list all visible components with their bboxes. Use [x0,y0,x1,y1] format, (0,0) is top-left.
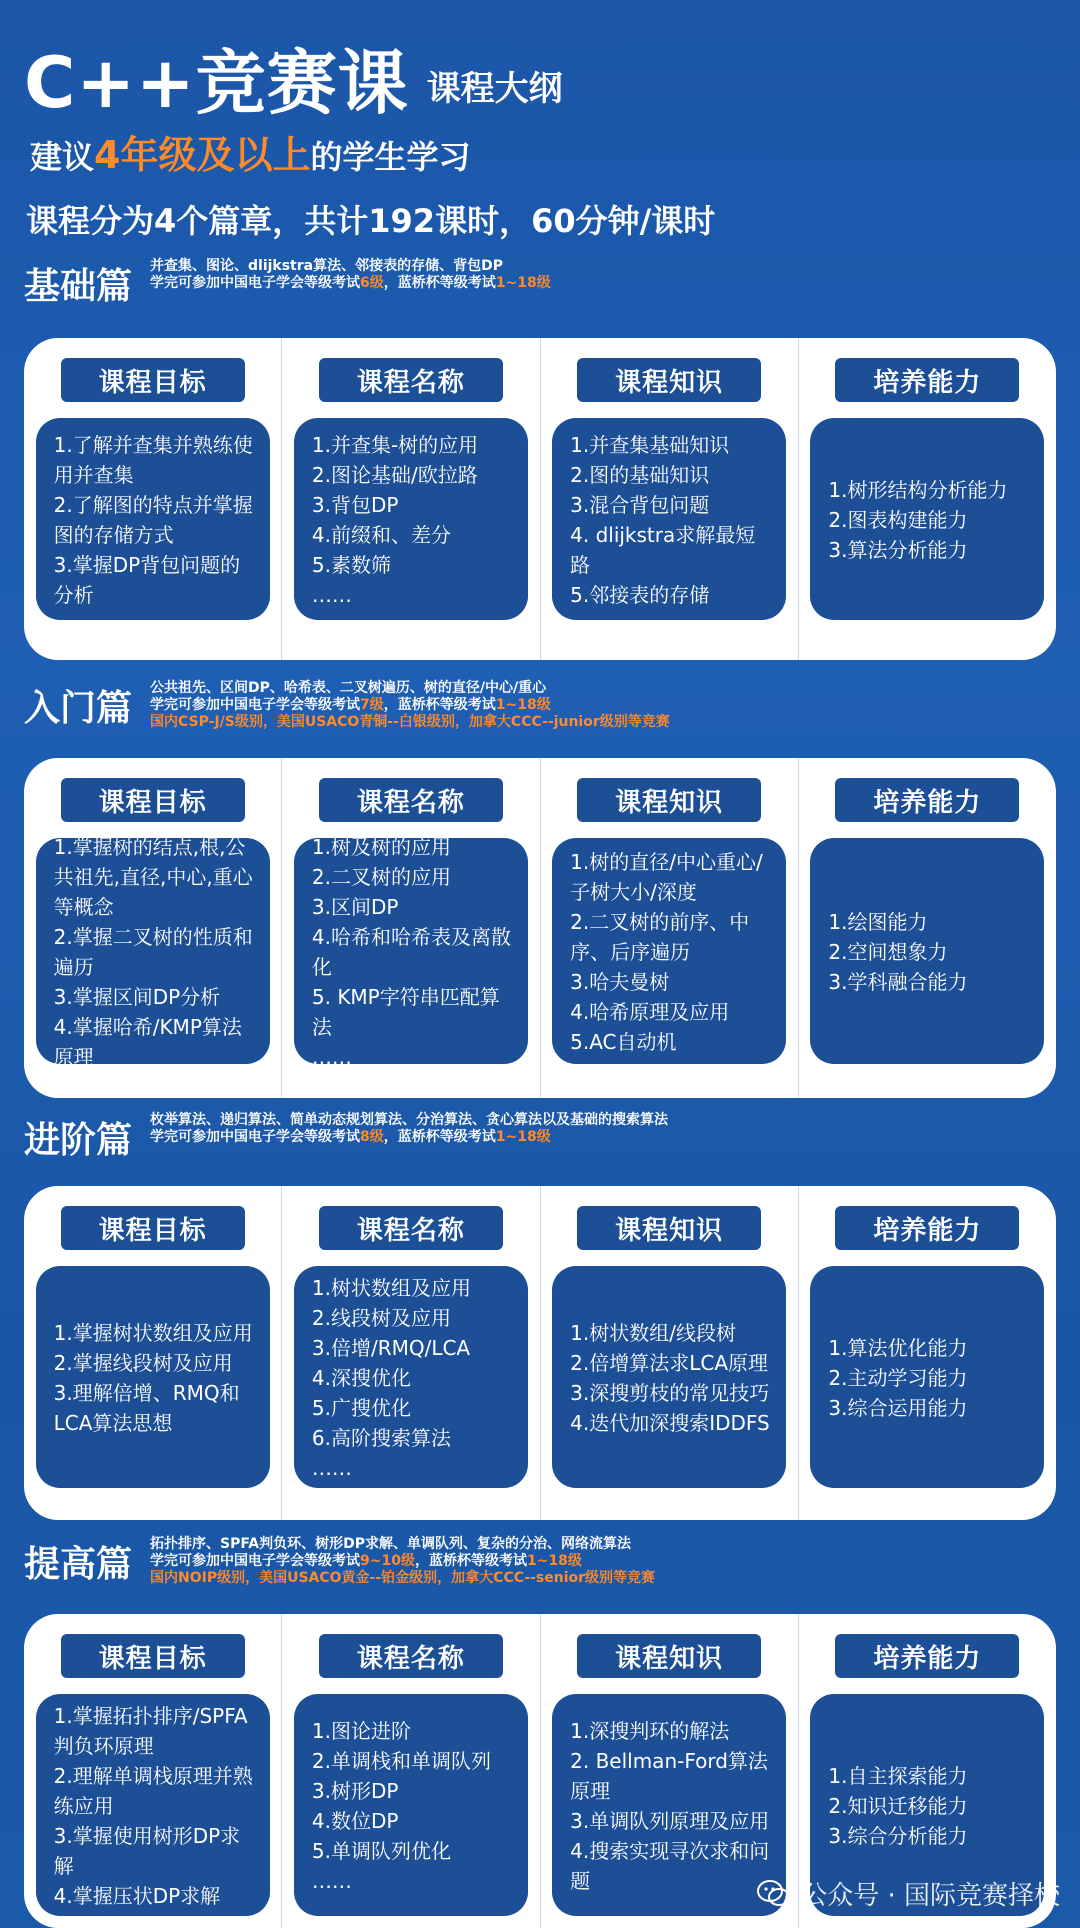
column-header: 课程名称 [319,778,503,822]
knowledge-card [552,1266,786,1488]
section-description [150,1112,668,1146]
column-header: 课程知识 [577,1206,761,1250]
knowledge-card [552,838,786,1064]
list-item: 2.理解单调栈原理并熟练应用 [53,1764,253,1818]
column-knowledge [540,758,798,1098]
list-item: 5.单调队列优化 [311,1839,451,1863]
section-exam-line [150,275,551,292]
list-item: 4.掌握哈希/KMP算法原理 [53,1015,242,1069]
column-names [281,758,539,1098]
section-topics: 公共祖先、区间DP、哈希表、二叉树遍历、树的直径/中心/重心 [150,680,547,696]
lanqiao-range: 1~18级 [495,1129,551,1145]
lanqiao-text: ，蓝桥杯等级考试 [383,275,496,291]
section-topics: 并查集、图论、dlijkstra算法、邻接表的存储、背包DP [150,258,503,274]
list-item: 3.理解倍增、RMQ和LCA算法思想 [53,1381,240,1435]
knowledge-card [552,418,786,620]
section-table [24,1186,1056,1520]
column-goals [24,338,281,660]
exam-text: 学完可参加中国电子学会等级考试 [150,275,360,291]
names-card [294,418,528,620]
lanqiao-text: ，蓝桥杯等级考试 [383,1129,496,1145]
exam-level: 7级 [360,697,384,713]
title-row [24,18,563,124]
section-competition-line: 国内CSP-J/S级别，美国USACO青铜--白银级别，加拿大CCC--junior级别等竞赛 [150,714,670,730]
exam-text: 学完可参加中国电子学会等级考试 [150,1129,360,1145]
list-item: 1.算法优化能力 [828,1336,968,1360]
column-goals [24,1614,281,1928]
list-item: 1.树的直径/中心重心/子树大小/深度 [570,850,763,904]
section-description [150,1536,655,1587]
column-header: 培养能力 [835,1634,1019,1678]
section-title: 进阶篇 [24,1120,133,1161]
list-item: 2.图论基础/欧拉路 [311,463,478,487]
goals-card [36,835,270,1069]
list-item: 2. Bellman-Ford算法原理 [570,1749,768,1803]
section-header [24,1536,655,1587]
column-names [281,1614,539,1928]
list-item: 4.数位DP [311,1809,399,1833]
list-item: 1.树及树的应用 [311,835,451,859]
list-item: 2.主动学习能力 [828,1366,968,1390]
list-item: 5.邻接表的存储 [570,583,710,607]
column-header: 培养能力 [835,358,1019,402]
list-item: 6.高阶搜索算法 [311,1426,451,1450]
list-item: 1.图论进阶 [311,1719,411,1743]
list-item: 3.综合运用能力 [828,1396,968,1420]
goals-card [36,1694,270,1916]
names-card [294,1266,528,1488]
list-item: …… [311,1456,352,1480]
section-table [24,338,1056,660]
list-item: 3.树形DP [311,1779,399,1803]
list-item: 3.掌握DP背包问题的分析 [53,553,241,607]
recommend-post: 的学生学习 [310,138,471,176]
knowledge-card [552,1694,786,1916]
section-topics: 拓扑排序、SPFA判负环、树形DP求解、单调队列、复杂的分治、网络流算法 [150,1536,632,1552]
section-table [24,758,1056,1098]
section-title: 基础篇 [24,266,133,307]
section-exam-line [150,1129,668,1146]
list-item: 3.掌握区间DP分析 [53,985,221,1009]
column-header: 课程知识 [577,778,761,822]
column-abilities [798,758,1056,1098]
list-item: 5. KMP字符串匹配算法 [311,985,500,1039]
list-item: 3.深搜剪枝的常见技巧 [570,1381,770,1405]
exam-level: 8级 [360,1129,384,1145]
abilities-card [810,418,1044,620]
list-item: 4.哈希原理及应用 [570,1000,730,1024]
lanqiao-range: 1~18级 [526,1553,582,1569]
list-item: 1.并查集-树的应用 [311,433,479,457]
list-item: 3.倍增/RMQ/LCA [311,1336,471,1360]
section-header [24,1112,668,1163]
list-item: …… [311,1045,352,1069]
column-header: 课程名称 [319,358,503,402]
list-item: 5.AC自动机 [570,1030,677,1054]
list-item: 2.了解图的特点并掌握图的存储方式 [53,493,253,547]
section-description [150,258,551,292]
column-header: 课程知识 [577,1634,761,1678]
list-item: 1.掌握树状数组及应用 [53,1321,253,1345]
column-header: 课程目标 [61,778,245,822]
column-names [281,338,539,660]
section-description [150,680,670,731]
list-item: 3.混合背包问题 [570,493,710,517]
lanqiao-range: 1~18级 [495,697,551,713]
goals-card [36,1266,270,1488]
column-header: 课程目标 [61,1634,245,1678]
list-item: 1.掌握拓扑排序/SPFA判负环原理 [53,1704,248,1758]
column-knowledge [540,1186,798,1520]
list-item: 2.掌握二叉树的性质和遍历 [53,925,253,979]
list-item: 3.背包DP [311,493,399,517]
list-item: 2.图表构建能力 [828,508,968,532]
section-title: 提高篇 [24,1544,133,1585]
column-knowledge [540,338,798,660]
section-header [24,258,551,309]
page-title: C++竞赛课 [24,42,409,124]
list-item: 1.掌握树的结点,根,公共祖先,直径,中心,重心等概念 [53,835,253,919]
list-item: …… [311,583,352,607]
column-header: 课程目标 [61,1206,245,1250]
list-item: 1.深搜判环的解法 [570,1719,730,1743]
exam-level: 6级 [360,275,384,291]
list-item: 3.哈夫曼树 [570,970,670,994]
names-card [294,1694,528,1916]
list-item: 2.倍增算法求LCA原理 [570,1351,768,1375]
column-header: 课程目标 [61,358,245,402]
column-header: 课程知识 [577,358,761,402]
list-item: 3.综合分析能力 [828,1824,968,1848]
column-header: 培养能力 [835,1206,1019,1250]
list-item: …… [311,1869,352,1893]
column-header: 课程名称 [319,1634,503,1678]
list-item: 5.素数筛 [311,553,391,577]
column-goals [24,1186,281,1520]
exam-text: 学完可参加中国电子学会等级考试 [150,697,360,713]
lanqiao-range: 1~18级 [495,275,551,291]
list-item: 4.迭代加深搜索IDDFS [570,1411,770,1435]
list-item: 2.二叉树的前序、中序、后序遍历 [570,910,750,964]
watermark [757,1875,1060,1912]
exam-level: 9~10级 [360,1553,415,1569]
list-item: 1.自主探索能力 [828,1764,968,1788]
recommend-pre: 建议 [30,138,95,176]
list-item: 3.学科融合能力 [828,970,968,994]
abilities-card [810,1266,1044,1488]
list-item: 1.并查集基础知识 [570,433,730,457]
list-item: 1.了解并查集并熟练使用并查集 [53,433,253,487]
list-item: 3.掌握使用树形DP求解 [53,1824,241,1878]
list-item: 4.前缀和、差分 [311,523,451,547]
column-header: 培养能力 [835,778,1019,822]
list-item: 4.哈希和哈希表及离散化 [311,925,511,979]
section-title: 入门篇 [24,688,133,729]
course-summary: 课程分为4个篇章，共计192课时，60分钟/课时 [26,202,716,240]
section-header [24,680,670,731]
exam-text: 学完可参加中国电子学会等级考试 [150,1553,360,1569]
list-item: 5.广搜优化 [311,1396,411,1420]
list-item: 2.单调栈和单调队列 [311,1749,491,1773]
list-item: 2.空间想象力 [828,940,948,964]
recommend-line [30,124,470,179]
list-item: 4.掌握压状DP求解 [53,1884,221,1908]
goals-card [36,418,270,620]
watermark-text: 公众号 · 国际竞赛择校 [801,1881,1060,1911]
recommend-grade: 4年级及以上 [94,133,311,177]
list-item: 1.树形结构分析能力 [828,478,1008,502]
column-goals [24,758,281,1098]
column-names [281,1186,539,1520]
list-item: 3.算法分析能力 [828,538,968,562]
list-item: 1.绘图能力 [828,910,928,934]
list-item: 1.树状数组及应用 [311,1276,471,1300]
names-card [294,835,528,1069]
column-header: 课程名称 [319,1206,503,1250]
list-item: 2.图的基础知识 [570,463,710,487]
list-item: 2.掌握线段树及应用 [53,1351,233,1375]
section-exam-line [150,1553,655,1570]
lanqiao-text: ，蓝桥杯等级考试 [383,697,496,713]
column-abilities [798,338,1056,660]
list-item: 2.二叉树的应用 [311,865,451,889]
section-exam-line [150,697,670,714]
list-item: 4.深搜优化 [311,1366,411,1390]
list-item: 3.区间DP [311,895,399,919]
list-item: 4.搜索实现寻次求和问题 [570,1839,770,1893]
list-item: 2.线段树及应用 [311,1306,451,1330]
wechat-icon [757,1879,791,1909]
section-topics: 枚举算法、递归算法、简单动态规划算法、分治算法、贪心算法以及基础的搜索算法 [150,1112,668,1128]
abilities-card [810,838,1044,1064]
list-item: 2.知识迁移能力 [828,1794,968,1818]
lanqiao-text: ，蓝桥杯等级考试 [414,1553,527,1569]
list-item: 4. dlijkstra求解最短路 [570,523,756,577]
list-item: 3.单调队列原理及应用 [570,1809,770,1833]
page-subtitle: 课程大纲 [426,69,563,109]
section-competition-line: 国内NOIP级别，美国USACO黄金--铂金级别，加拿大CCC--senior级别等竞赛 [150,1570,656,1586]
list-item: 1.树状数组/线段树 [570,1321,736,1345]
column-abilities [798,1186,1056,1520]
